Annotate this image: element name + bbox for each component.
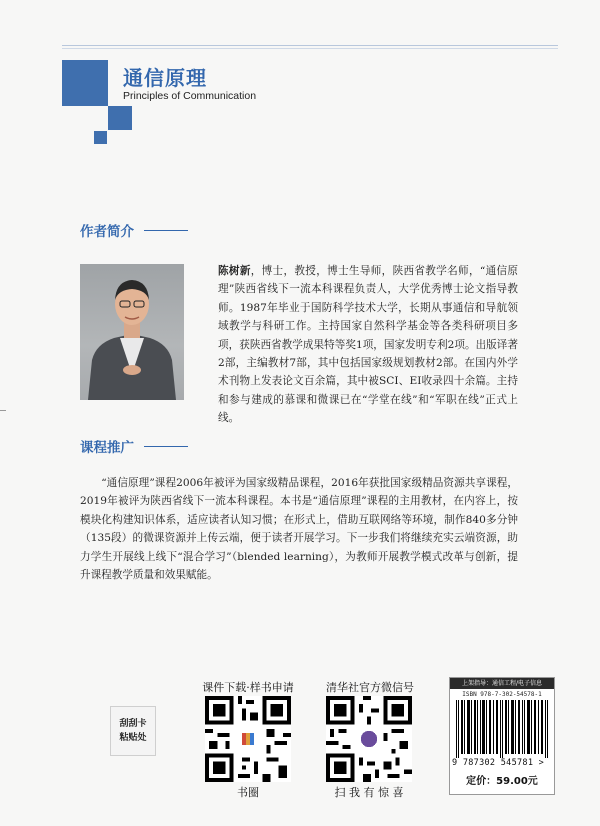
author-heading-text: 作者简介 (80, 224, 134, 240)
course-heading-text: 课程推广 (80, 440, 134, 456)
book-title: 通信原理 (123, 66, 207, 90)
qr-code-courseware[interactable] (205, 696, 291, 786)
heading-rule (144, 230, 188, 231)
author-photo (80, 264, 184, 400)
course-section-heading (80, 436, 188, 456)
heading-rule (144, 446, 188, 447)
crop-mark (0, 410, 6, 411)
author-name: 陈树新 (218, 265, 251, 277)
qr2-bottom-label: 扫 我 有 惊 喜 (334, 786, 404, 799)
qr1-top-label: 课件下载·样书申请 (202, 681, 294, 694)
logo-square-small (94, 131, 107, 144)
qr2-top-label: 清华社官方微信号 (326, 681, 414, 694)
scratch-card-label-2: 粘贴处 (119, 733, 147, 743)
qr1-bottom-label: 书圈 (237, 786, 259, 799)
author-bio (218, 262, 518, 428)
author-bio-text: ，博士，教授，博士生导师，陕西省教学名师，“通信原理”陕西省线下一流本科课程负责人，大学优秀博士论文指导教师。1987年毕业于国防科学技术大学，长期从事通信和导航领域教学与科研工作。主持国家自然科学基金等各类科研项目多项，获陕西省教学成果特等奖1项，国家发明专利2项。出版译著2部，主编教材7部，其中包括国家级规划教材2部。在国内外学术刊物上发表论文百余篇，其中被SCI、EI收录四十余篇。主持和参与建成的慕课和微课已在“学堂在线”和“军职在线”正式上线。 (218, 265, 518, 425)
logo-square-medium (108, 106, 132, 130)
logo-square-large (62, 60, 108, 106)
qr-code-icon (205, 696, 291, 782)
top-rule (62, 45, 558, 46)
barcode-block (449, 677, 555, 795)
barcode-icon (456, 700, 548, 758)
course-description: “通信原理”课程2006年被评为国家级精品课程，2016年获批国家级精品资源共享课程，2019年被评为陕西省线下一流本科课程。本书是“通信原理”课程的主用教材，在内容上，按模块化构建知识体系，适应读者认知习惯；在形式上，借助互联网络等环境，制作840多分钟（135段）的微课资源并上传云端，便于读者开展学习。下一步我们将继续充实云端资源，助力学生开展线上线下“混合学习”（blended learning），为教师开展教学模式改革与创新，提升课程教学质量和效果赋能。 (80, 477, 518, 582)
barcode-digits: 9 787302 545781 > (452, 758, 545, 768)
scratch-card-area (110, 706, 156, 756)
book-subtitle: Principles of Communication (123, 90, 257, 102)
shelving-category: 上架指导：通信工程/电子信息 (450, 678, 554, 689)
qr-code-wechat[interactable] (326, 696, 412, 786)
isbn-text: ISBN 978-7-302-54578-1 (462, 691, 542, 698)
scratch-card-label-1: 刮刮卡 (119, 719, 147, 729)
price-label: 定价：59.00元 (466, 776, 538, 787)
author-portrait-illustration (80, 264, 184, 400)
author-section-heading (80, 220, 188, 240)
qr-code-icon (326, 696, 412, 782)
top-rule-secondary (62, 48, 558, 49)
